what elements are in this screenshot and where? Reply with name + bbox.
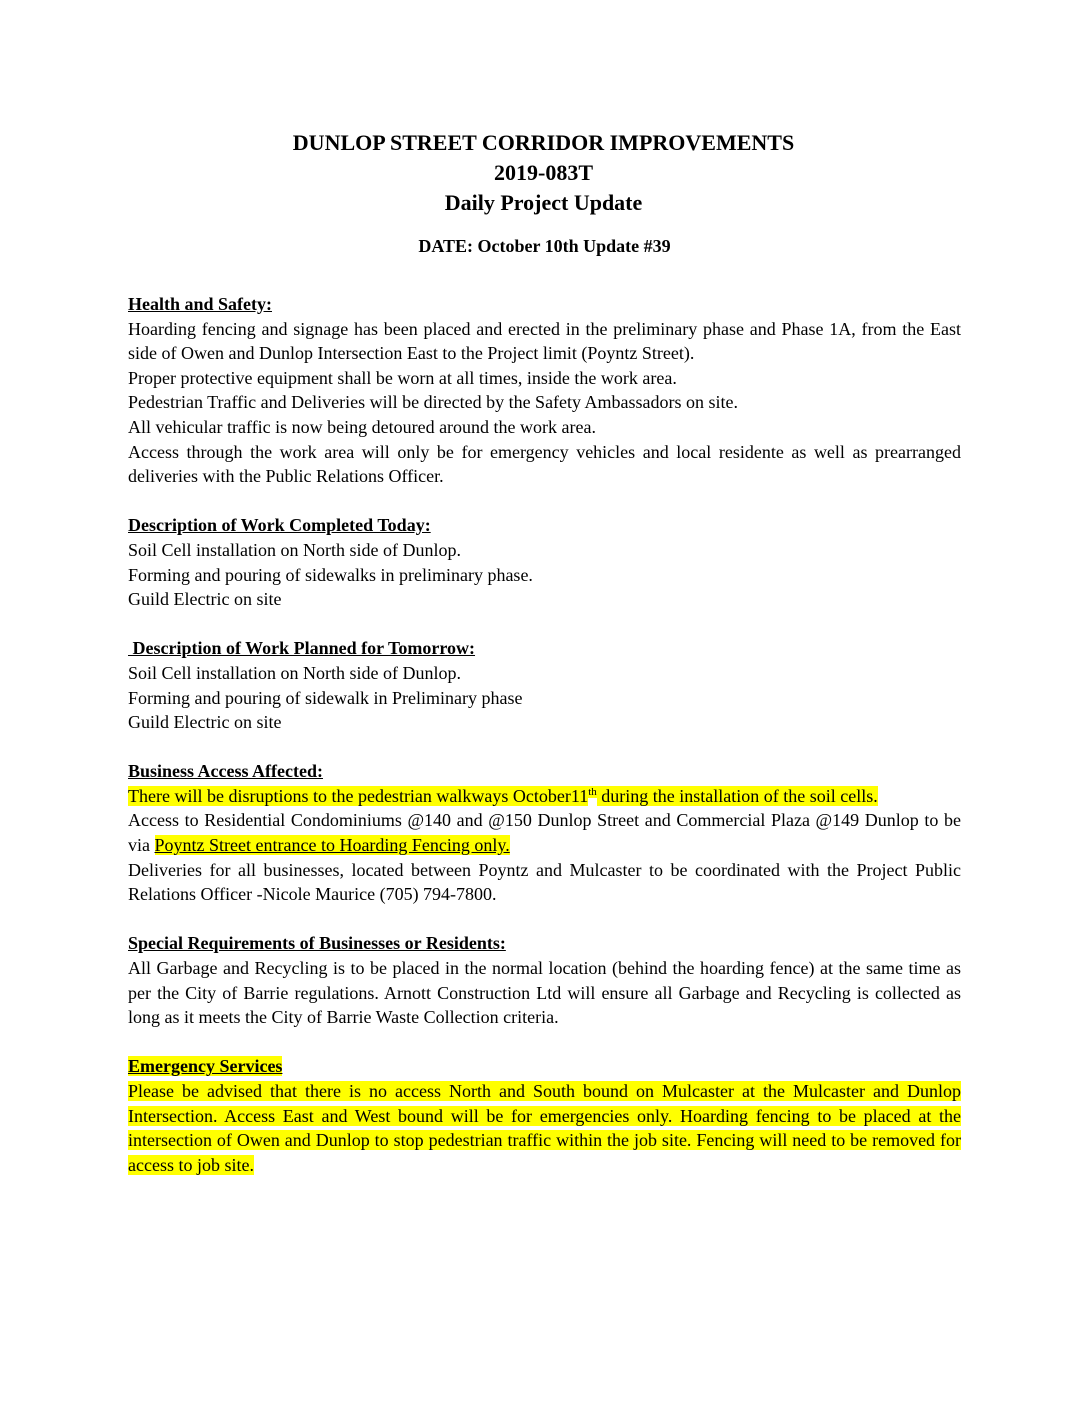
disruption-text-end: during the installation of the soil cells.	[596, 785, 878, 806]
planned-tomorrow-section	[128, 636, 961, 734]
planned-tomorrow-heading: Description of Work Planned for Tomorrow:	[128, 638, 476, 659]
title-line-2: 2019-083T	[494, 160, 593, 185]
completed-today-heading: Description of Work Completed Today:	[128, 515, 431, 536]
list-item: Guild Electric on site	[128, 712, 282, 733]
emergency-text: Please be advised that there is no access North and South bound on Mulcaster at the Mulcaster and Dunlop Intersection. Access East and West bound will be for emergencies only. Hoarding fencing to be placed at the intersection of Owen and Dunlop to stop pedestrian traffic within the job site. Fencing will need to be removed for access to job site.	[128, 1081, 961, 1175]
disruption-text-start: There will be disruptions to the pedestrian walkways October11	[128, 785, 589, 806]
title-line-3: Daily Project Update	[444, 190, 643, 215]
list-item: Soil Cell installation on North side of Dunlop.	[128, 539, 461, 560]
health-safety-p2: Proper protective equipment shall be worn at all times, inside the work area.	[128, 367, 677, 388]
health-safety-p1: Hoarding fencing and signage has been placed and erected in the preliminary phase and Phase 1A, from the East side of Owen and Dunlop Intersection East to the Project limit (Poyntz Street).	[128, 318, 961, 364]
list-item: Forming and pouring of sidewalk in Preliminary phase	[128, 687, 523, 708]
deliveries-notice: Deliveries for all businesses, located between Poyntz and Mulcaster to be coordinated with the Project Public Relations Officer -Nicole Maurice (705) 794-7800.	[128, 859, 961, 905]
business-access-section	[128, 759, 961, 907]
health-safety-section	[128, 292, 961, 489]
access-text: Access to Residential Condominiums @140 and @150 Dunlop Street and Commercial Plaza @149 Dunlop to be via	[128, 810, 961, 856]
special-requirements-text: All Garbage and Recycling is to be placed in the normal location (behind the hoarding fence) at the same time as per the City of Barrie regulations. Arnott Construction Ltd will ensure all Garbage and Recycling is collected as long as it meets the City of Barrie Waste Collection criteria.	[128, 958, 961, 1028]
access-notice	[128, 808, 961, 857]
completed-today-section	[128, 513, 961, 611]
emergency-heading: Emergency Services	[128, 1056, 283, 1077]
special-requirements-section	[128, 931, 961, 1029]
list-item: Soil Cell installation on North side of Dunlop.	[128, 662, 461, 683]
emergency-section	[128, 1054, 961, 1177]
health-safety-p5: Access through the work area will only be for emergency vehicles and local residente as well as prearranged deliveries with the Public Relations Officer.	[128, 441, 961, 487]
list-item: Forming and pouring of sidewalks in preliminary phase.	[128, 564, 533, 585]
title-line-1: DUNLOP STREET CORRIDOR IMPROVEMENTS	[292, 130, 795, 155]
poyntz-entrance-link[interactable]: Poyntz Street entrance to Hoarding Fencing only.	[154, 835, 510, 856]
date-line: DATE: October 10th Update #39	[418, 236, 671, 256]
health-safety-heading: Health and Safety:	[128, 294, 272, 314]
special-requirements-heading: Special Requirements of Businesses or Residents:	[128, 933, 506, 954]
health-safety-p3: Pedestrian Traffic and Deliveries will be directed by the Safety Ambassadors on site.	[128, 392, 739, 413]
list-item: Guild Electric on site	[128, 589, 282, 610]
disruption-superscript: th	[588, 785, 597, 798]
business-access-heading: Business Access Affected:	[128, 761, 323, 782]
emergency-heading-line	[128, 1054, 961, 1079]
document-page	[128, 128, 961, 1177]
health-safety-p4: All vehicular traffic is now being detoured around the work area.	[128, 416, 596, 437]
document-title	[126, 128, 961, 218]
disruption-notice	[128, 784, 961, 809]
emergency-notice	[128, 1079, 961, 1177]
